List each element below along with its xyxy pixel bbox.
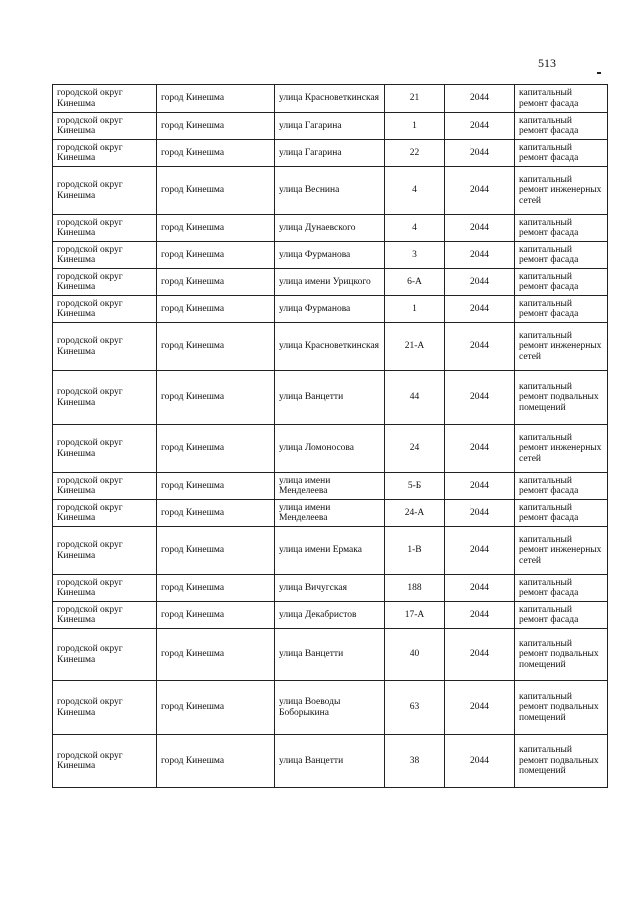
work-cell: капитальный ремонт фасада <box>515 85 608 113</box>
table-row <box>53 323 608 371</box>
district-cell: городской округ Кинешма <box>53 371 157 425</box>
street-cell: улица имени Урицкого <box>275 269 385 296</box>
city-cell: город Кинешма <box>157 242 275 269</box>
table-row <box>53 473 608 500</box>
year-cell: 2044 <box>445 323 515 371</box>
year-cell: 2044 <box>445 242 515 269</box>
house-cell: 63 <box>385 681 445 735</box>
street-cell: улица имени Менделеева <box>275 473 385 500</box>
work-cell: капитальный ремонт инженерных сетей <box>515 425 608 473</box>
house-cell: 22 <box>385 140 445 167</box>
district-cell: городской округ Кинешма <box>53 575 157 602</box>
work-cell: капитальный ремонт подвальных помещений <box>515 629 608 681</box>
year-cell: 2044 <box>445 140 515 167</box>
table-row <box>53 242 608 269</box>
table-row <box>53 167 608 215</box>
table-row <box>53 85 608 113</box>
city-cell: город Кинешма <box>157 629 275 681</box>
street-cell: улица Красноветкинская <box>275 85 385 113</box>
city-cell: город Кинешма <box>157 296 275 323</box>
city-cell: город Кинешма <box>157 371 275 425</box>
work-cell: капитальный ремонт фасада <box>515 473 608 500</box>
city-cell: город Кинешма <box>157 681 275 735</box>
district-cell: городской округ Кинешма <box>53 629 157 681</box>
work-cell: капитальный ремонт фасада <box>515 140 608 167</box>
work-cell: капитальный ремонт фасада <box>515 113 608 140</box>
district-cell: городской округ Кинешма <box>53 269 157 296</box>
table-row <box>53 500 608 527</box>
work-cell: капитальный ремонт фасада <box>515 242 608 269</box>
work-cell: капитальный ремонт инженерных сетей <box>515 527 608 575</box>
house-cell: 40 <box>385 629 445 681</box>
work-cell: капитальный ремонт фасада <box>515 500 608 527</box>
house-cell: 3 <box>385 242 445 269</box>
house-cell: 1-В <box>385 527 445 575</box>
table-row <box>53 371 608 425</box>
year-cell: 2044 <box>445 85 515 113</box>
street-cell: улица Веснина <box>275 167 385 215</box>
district-cell: городской округ Кинешма <box>53 242 157 269</box>
street-cell: улица Красноветкинская <box>275 323 385 371</box>
year-cell: 2044 <box>445 167 515 215</box>
year-cell: 2044 <box>445 500 515 527</box>
table-body <box>53 85 608 788</box>
street-cell: улица Ломоносова <box>275 425 385 473</box>
year-cell: 2044 <box>445 473 515 500</box>
table-row <box>53 575 608 602</box>
street-cell: улица Ванцетти <box>275 371 385 425</box>
year-cell: 2044 <box>445 629 515 681</box>
street-cell: улица Воеводы Боборыкина <box>275 681 385 735</box>
house-cell: 1 <box>385 296 445 323</box>
table-row <box>53 296 608 323</box>
district-cell: городской округ Кинешма <box>53 167 157 215</box>
city-cell: город Кинешма <box>157 575 275 602</box>
house-cell: 21 <box>385 85 445 113</box>
district-cell: городской округ Кинешма <box>53 473 157 500</box>
year-cell: 2044 <box>445 527 515 575</box>
street-cell: улица Ванцетти <box>275 735 385 788</box>
table-row <box>53 425 608 473</box>
city-cell: город Кинешма <box>157 602 275 629</box>
table-row <box>53 629 608 681</box>
city-cell: город Кинешма <box>157 167 275 215</box>
house-cell: 44 <box>385 371 445 425</box>
city-cell: город Кинешма <box>157 113 275 140</box>
table-row <box>53 735 608 788</box>
work-cell: капитальный ремонт фасада <box>515 296 608 323</box>
city-cell: город Кинешма <box>157 85 275 113</box>
street-cell: улица Гагарина <box>275 113 385 140</box>
house-cell: 24-А <box>385 500 445 527</box>
street-cell: улица Фурманова <box>275 242 385 269</box>
table-row <box>53 527 608 575</box>
district-cell: городской округ Кинешма <box>53 602 157 629</box>
district-cell: городской округ Кинешма <box>53 296 157 323</box>
work-cell: капитальный ремонт фасада <box>515 269 608 296</box>
house-cell: 21-А <box>385 323 445 371</box>
house-cell: 6-А <box>385 269 445 296</box>
year-cell: 2044 <box>445 296 515 323</box>
year-cell: 2044 <box>445 602 515 629</box>
year-cell: 2044 <box>445 113 515 140</box>
city-cell: город Кинешма <box>157 527 275 575</box>
city-cell: город Кинешма <box>157 735 275 788</box>
year-cell: 2044 <box>445 575 515 602</box>
district-cell: городской округ Кинешма <box>53 85 157 113</box>
table-row <box>53 140 608 167</box>
district-cell: городской округ Кинешма <box>53 140 157 167</box>
house-cell: 24 <box>385 425 445 473</box>
year-cell: 2044 <box>445 269 515 296</box>
work-cell: капитальный ремонт фасада <box>515 575 608 602</box>
city-cell: город Кинешма <box>157 425 275 473</box>
table-row <box>53 681 608 735</box>
table-row <box>53 215 608 242</box>
page-number: 513 <box>538 56 556 70</box>
city-cell: город Кинешма <box>157 215 275 242</box>
district-cell: городской округ Кинешма <box>53 500 157 527</box>
street-cell: улица Гагарина <box>275 140 385 167</box>
street-cell: улица Ванцетти <box>275 629 385 681</box>
housing-repair-table <box>52 84 608 788</box>
district-cell: городской округ Кинешма <box>53 735 157 788</box>
corner-mark <box>597 72 601 74</box>
district-cell: городской округ Кинешма <box>53 681 157 735</box>
district-cell: городской округ Кинешма <box>53 323 157 371</box>
street-cell: улица Дунаевского <box>275 215 385 242</box>
work-cell: капитальный ремонт фасада <box>515 602 608 629</box>
work-cell: капитальный ремонт подвальных помещений <box>515 371 608 425</box>
house-cell: 1 <box>385 113 445 140</box>
house-cell: 5-Б <box>385 473 445 500</box>
house-cell: 188 <box>385 575 445 602</box>
year-cell: 2044 <box>445 425 515 473</box>
city-cell: город Кинешма <box>157 323 275 371</box>
house-cell: 38 <box>385 735 445 788</box>
work-cell: капитальный ремонт подвальных помещений <box>515 735 608 788</box>
year-cell: 2044 <box>445 735 515 788</box>
street-cell: улица имени Менделеева <box>275 500 385 527</box>
city-cell: город Кинешма <box>157 500 275 527</box>
work-cell: капитальный ремонт инженерных сетей <box>515 167 608 215</box>
house-cell: 4 <box>385 215 445 242</box>
street-cell: улица имени Ермака <box>275 527 385 575</box>
district-cell: городской округ Кинешма <box>53 425 157 473</box>
city-cell: город Кинешма <box>157 269 275 296</box>
work-cell: капитальный ремонт подвальных помещений <box>515 681 608 735</box>
year-cell: 2044 <box>445 681 515 735</box>
street-cell: улица Вичугская <box>275 575 385 602</box>
city-cell: город Кинешма <box>157 140 275 167</box>
city-cell: город Кинешма <box>157 473 275 500</box>
district-cell: городской округ Кинешма <box>53 527 157 575</box>
house-cell: 4 <box>385 167 445 215</box>
table-row <box>53 602 608 629</box>
house-cell: 17-А <box>385 602 445 629</box>
work-cell: капитальный ремонт инженерных сетей <box>515 323 608 371</box>
district-cell: городской округ Кинешма <box>53 215 157 242</box>
district-cell: городской округ Кинешма <box>53 113 157 140</box>
year-cell: 2044 <box>445 371 515 425</box>
work-cell: капитальный ремонт фасада <box>515 215 608 242</box>
year-cell: 2044 <box>445 215 515 242</box>
street-cell: улица Декабристов <box>275 602 385 629</box>
table-row <box>53 269 608 296</box>
street-cell: улица Фурманова <box>275 296 385 323</box>
table-row <box>53 113 608 140</box>
